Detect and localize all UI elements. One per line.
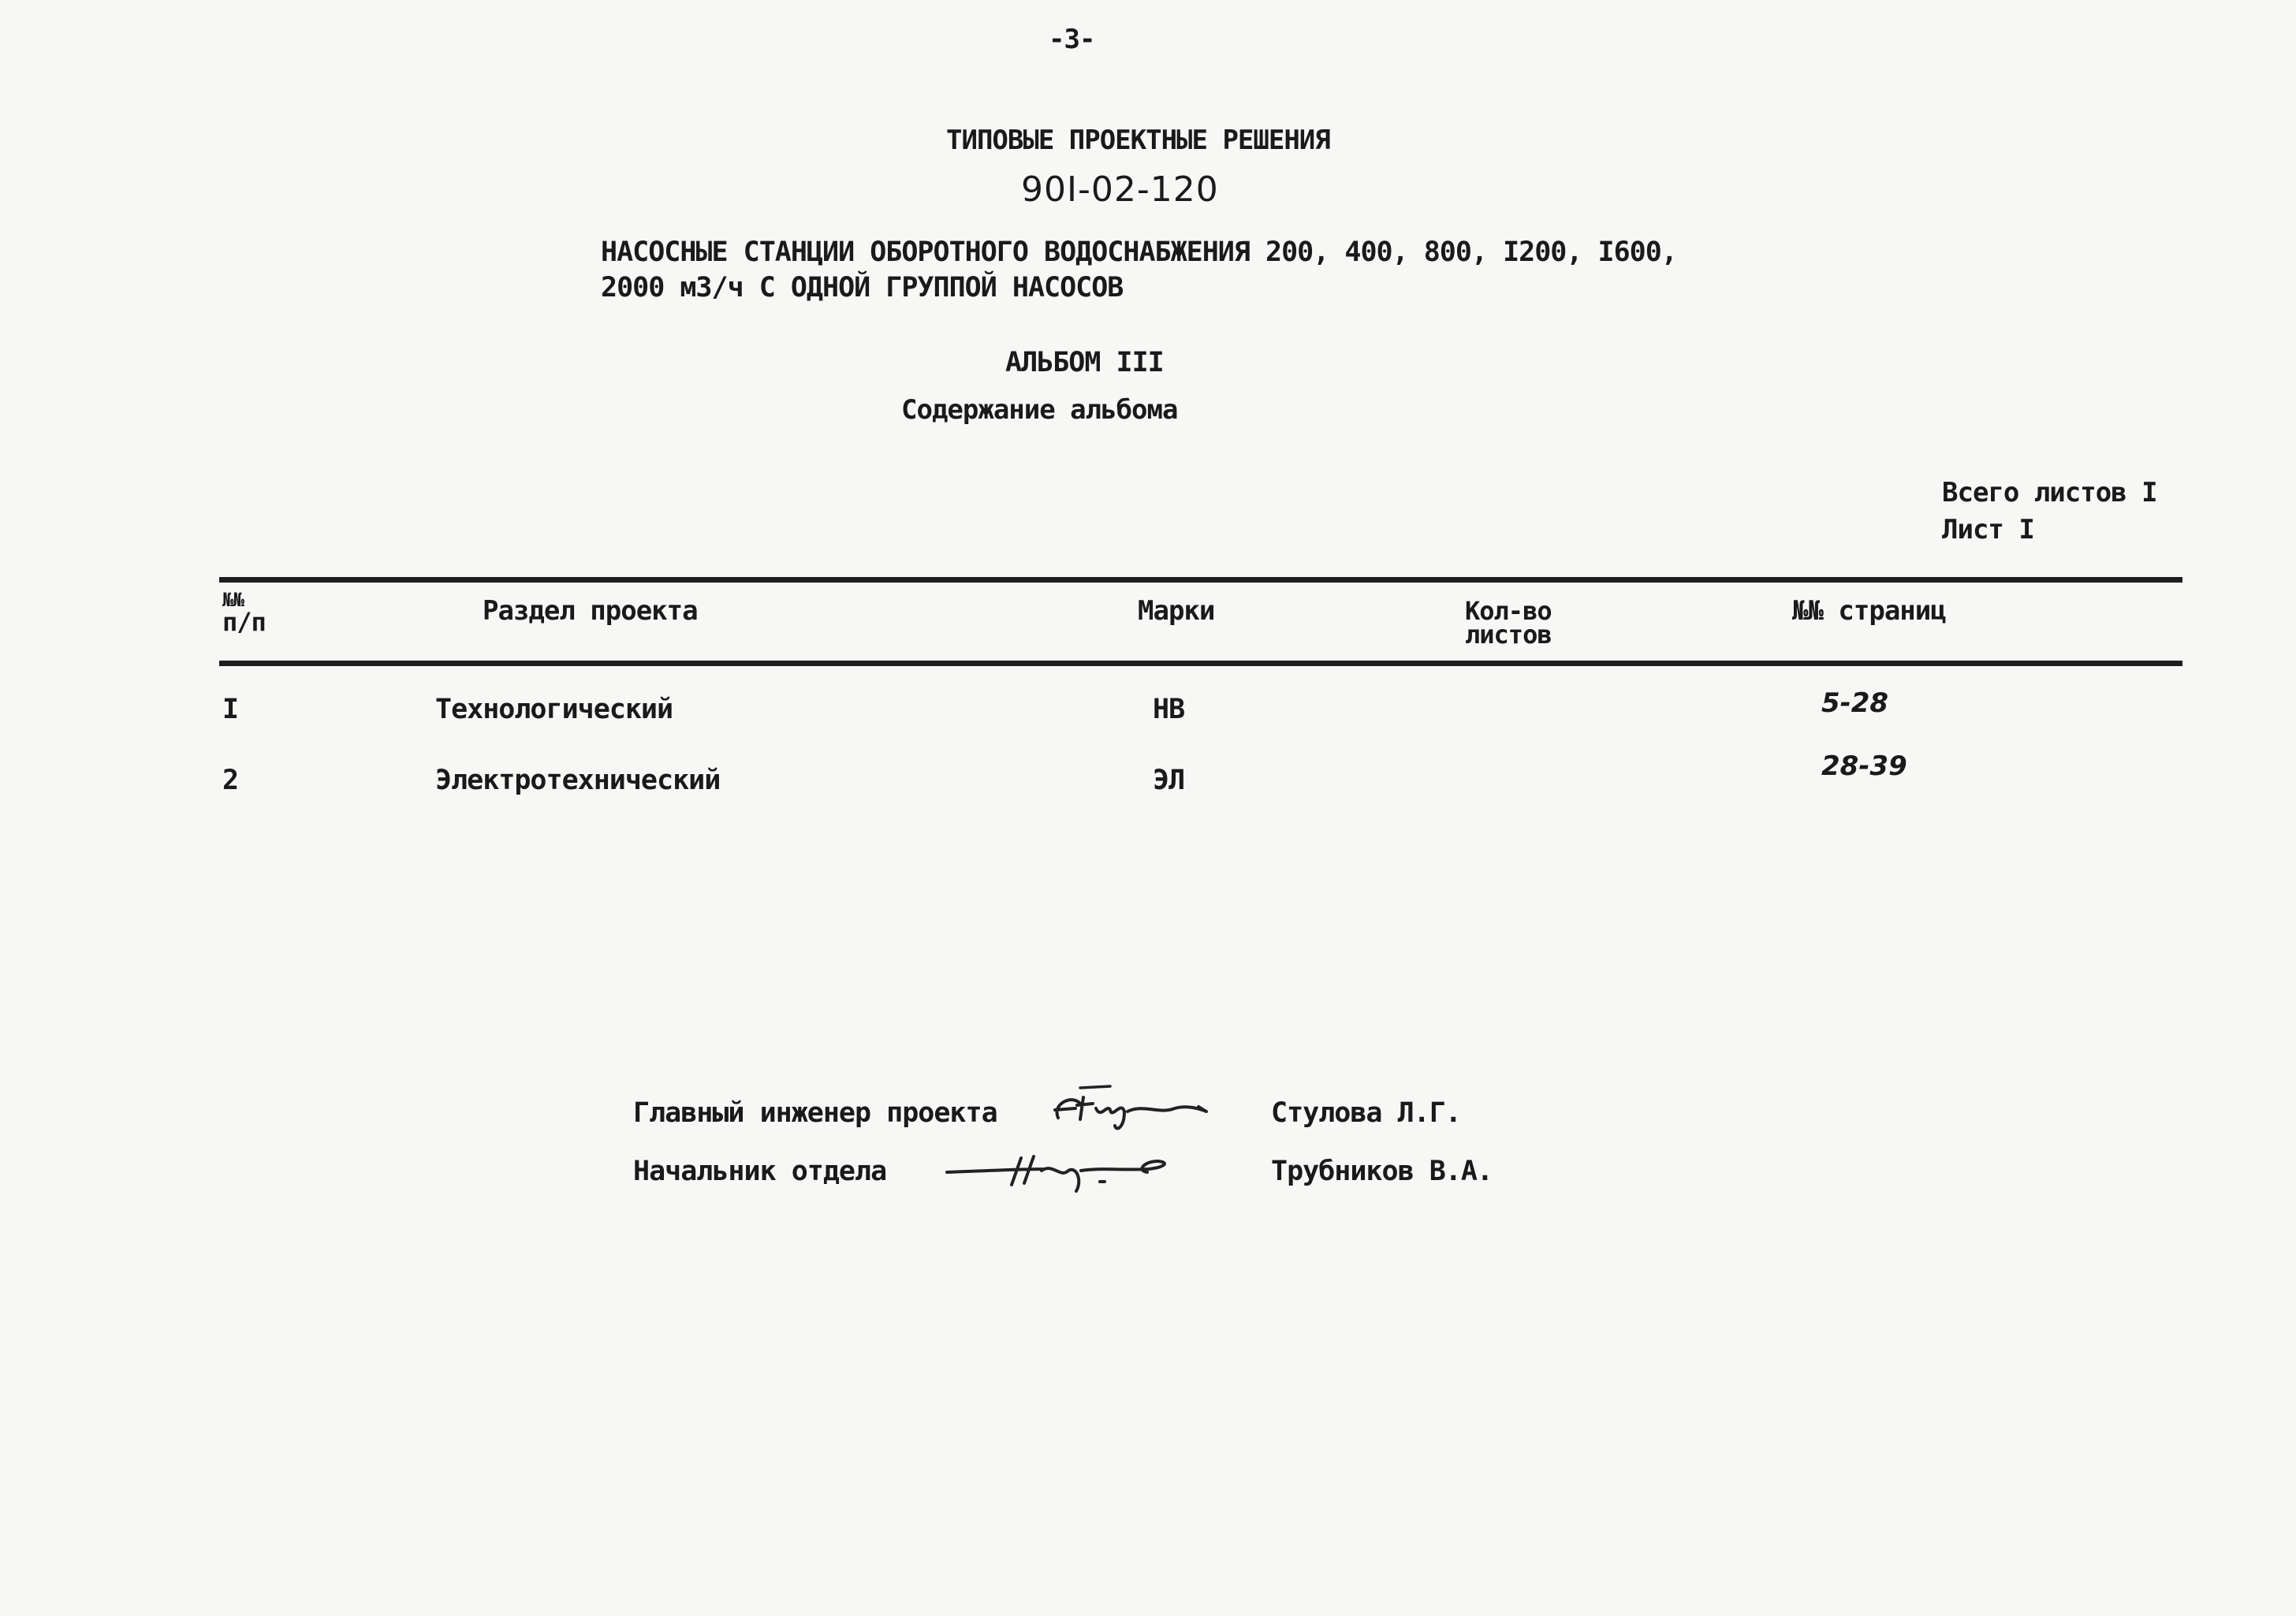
header-count <box>1465 596 1552 650</box>
table-header-rule <box>219 661 2182 666</box>
row-2-section: Электротехнический <box>435 765 721 796</box>
table-top-rule <box>219 577 2182 583</box>
chief-engineer-role: Главный инженер проекта <box>633 1097 997 1129</box>
total-sheets: Всего листов I <box>1942 477 2157 508</box>
department-head-signature <box>942 1147 1179 1194</box>
row-1-number: I <box>222 694 239 725</box>
sheet-number: Лист I <box>1942 514 2034 545</box>
header-pages: №№ страниц <box>1792 595 1946 627</box>
header-marks: Марки <box>1138 595 1215 627</box>
row-2-pages: 28-39 <box>1821 750 1907 782</box>
header-number-line2: п/п <box>222 607 266 637</box>
header-count-line2: листов <box>1465 620 1552 650</box>
contents-title: Содержание альбома <box>901 394 1178 426</box>
chief-engineer-name: Стулова Л.Г. <box>1271 1097 1461 1129</box>
subject-line-2: 2000 м3/ч С ОДНОЙ ГРУППОЙ НАСОСОВ <box>601 272 1124 303</box>
header-number-line1: №№ <box>222 589 244 611</box>
row-2-mark: ЭЛ <box>1153 765 1185 796</box>
page-number: -3- <box>1049 24 1095 55</box>
header-section: Раздел проекта <box>483 595 698 627</box>
series-title: ТИПОВЫЕ ПРОЕКТНЫЕ РЕШЕНИЯ <box>946 125 1330 156</box>
header-number <box>222 589 266 637</box>
chief-engineer-signature <box>1049 1080 1214 1135</box>
department-head-role: Начальник отдела <box>633 1156 887 1187</box>
row-1-mark: НВ <box>1153 694 1185 725</box>
row-1-pages: 5-28 <box>1821 687 1889 719</box>
row-1-section: Технологический <box>435 694 673 725</box>
project-code: 90I-02-120 <box>1021 169 1219 210</box>
department-head-name: Трубников В.А. <box>1271 1156 1493 1187</box>
row-2-number: 2 <box>222 765 239 796</box>
header-count-line1: Кол-во <box>1465 596 1552 626</box>
album-label: АЛЬБОМ III <box>1005 347 1164 378</box>
subject-line-1: НАСОСНЫЕ СТАНЦИИ ОБОРОТНОГО ВОДОСНАБЖЕНИЯ 200, 400, 800, I200, I600, <box>601 236 1677 268</box>
